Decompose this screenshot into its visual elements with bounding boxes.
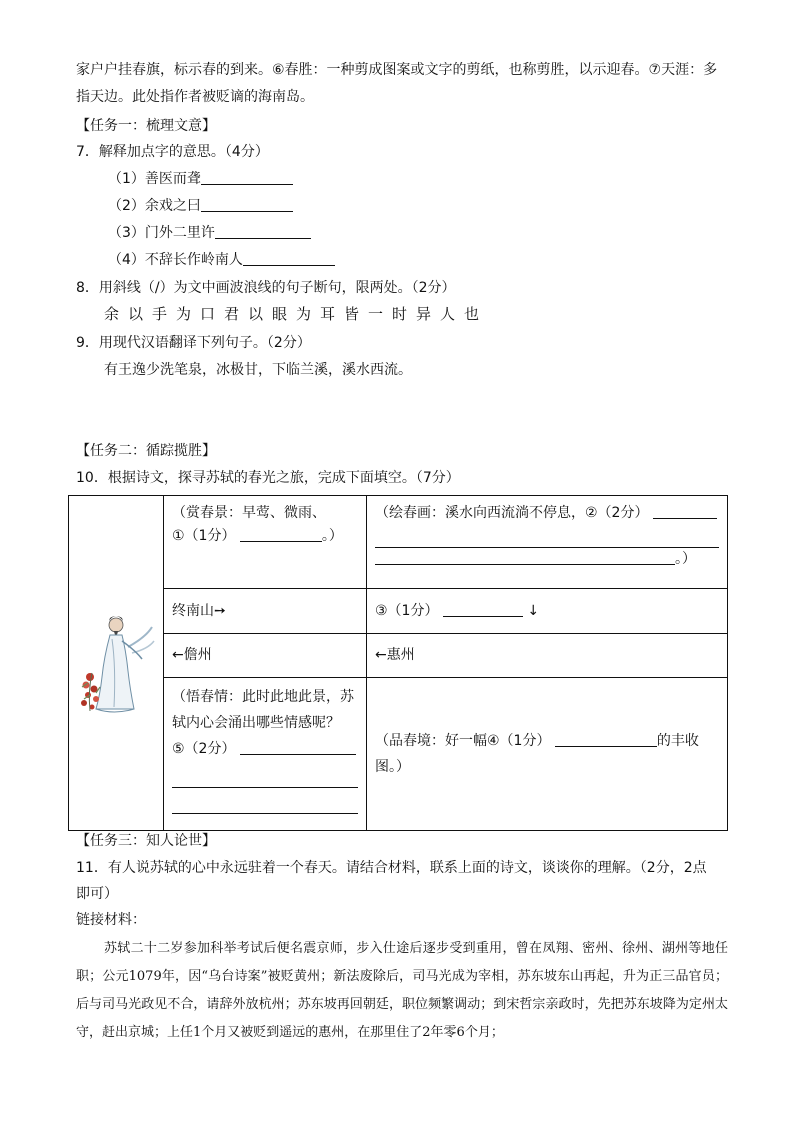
answer-blank[interactable] <box>240 740 356 755</box>
q7-item-3: （3）门外二里许 <box>108 223 311 243</box>
cell-paint-scene: （绘春画：溪水向西流淌不停息，②（2分） 。） <box>367 496 728 589</box>
journey-table <box>68 495 728 831</box>
question-9: 9．用现代汉语翻译下列句子。（2分） <box>76 335 311 351</box>
cell-savor-spring: （品春境：好一幅④（1分） 的丰收 图。） <box>367 678 728 831</box>
q7-item-1: （1）善医而聋 <box>108 169 293 189</box>
linked-material <box>76 935 728 1047</box>
answer-line[interactable] <box>172 762 358 788</box>
material-label: 链接材料： <box>76 912 146 928</box>
cell-understand-emotion: （悟春情：此时此地此景，苏 轼内心会涌出哪些情感呢？ ⑤（2分） <box>164 678 367 831</box>
answer-line[interactable] <box>375 525 719 548</box>
intro-line-1: 家户户挂春旗，标示春的到来。⑥春胜：一种剪成图案或文字的剪纸，也称剪胜，以示迎春。⑦天涯：多 <box>76 62 718 78</box>
question-7: 7．解释加点字的意思。（4分） <box>76 144 269 160</box>
answer-blank[interactable] <box>653 504 717 519</box>
q9-sentence: 有王逸少洗笔泉，冰极甘，下临兰溪，溪水西流。 <box>104 362 412 378</box>
su-shi-portrait-icon <box>76 607 156 719</box>
task3-title: 【任务三：知人论世】 <box>76 833 216 849</box>
question-10: 10．根据诗文，探寻苏轼的春光之旅，完成下面填空。（7分） <box>76 470 460 486</box>
answer-blank[interactable] <box>201 170 293 185</box>
task2-title: 【任务二：循踪揽胜】 <box>76 443 216 459</box>
intro-line-2: 指天边。此处指作者被贬谪的海南岛。 <box>76 89 314 105</box>
cell-appreciate-scenery: （赏春景：早莺、微雨、 ①（1分） 。） <box>164 496 367 589</box>
material-text: 苏轼二十二岁参加科举考试后便名震京师，步入仕途后逐步受到重用，曾在凤翔、密州、徐州、湖州等地任职；公元1079年，因“乌台诗案”被贬黄州；新法废除后，司马光成为宰相，苏东坡东山再起，升为正三品官员；后与司马光政见不合，请辞外放杭州；苏东坡再回朝廷，职位频繁调动；到宋哲宗亲政时，先把苏东坡降为定州太守，赶出京城；上任1个月又被贬到遥远的惠州，在那里住了2年零6个月； <box>76 941 728 1040</box>
answer-blank[interactable] <box>240 527 322 542</box>
answer-blank[interactable] <box>443 602 523 617</box>
q8-sentence: 余以手为口君以眼为耳皆一时异人也 <box>104 305 489 323</box>
question-11-line-1: 11．有人说苏轼的心中永远驻着一个春天。请结合材料，联系上面的诗文，谈谈你的理解。（2分，2点 <box>76 860 707 876</box>
cell-zhongnan-mountain: 终南山➙ <box>164 589 367 634</box>
answer-blank[interactable] <box>201 197 293 212</box>
answer-blank[interactable] <box>375 550 675 565</box>
answer-blank[interactable] <box>215 224 311 239</box>
cell-danzhou: ←儋州 <box>164 634 367 678</box>
cell-huizhou: ←惠州 <box>367 634 728 678</box>
answer-blank[interactable] <box>555 732 657 747</box>
portrait-cell <box>69 496 164 831</box>
question-8: 8．用斜线（/）为文中画波浪线的句子断句，限两处。（2分） <box>76 280 456 296</box>
answer-blank[interactable] <box>243 251 335 266</box>
q7-item-4: （4）不辞长作岭南人 <box>108 250 335 270</box>
q7-item-2: （2）余戏之曰 <box>108 196 293 216</box>
question-11-line-2: 即可） <box>76 886 118 902</box>
task1-title: 【任务一：梳理文意】 <box>76 118 216 134</box>
answer-line[interactable] <box>172 788 358 814</box>
cell-blank-3: ③（1分） ↓ <box>367 589 728 634</box>
